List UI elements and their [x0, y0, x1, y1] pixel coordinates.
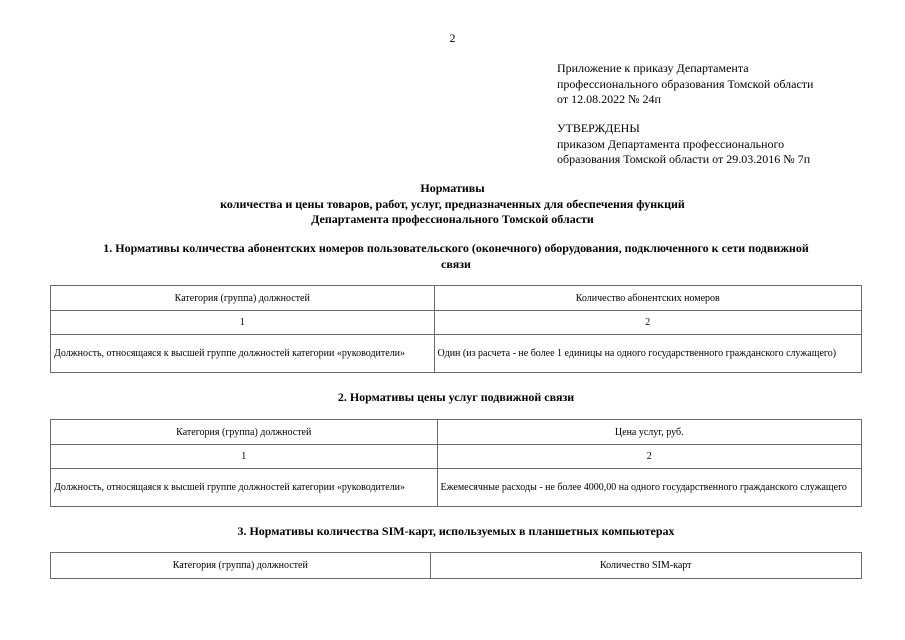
appendix-line: от 12.08.2022 № 24п [557, 92, 661, 106]
table-cell: Один (из расчета - не более 1 единицы на одного государственного гражданского служащего) [434, 335, 861, 373]
section-3-table [50, 552, 862, 579]
section-1-table [50, 285, 862, 373]
document-title [0, 181, 905, 228]
table-header-cell: Количество SIM-карт [430, 553, 861, 579]
table-header-cell: Категория (группа) должностей [51, 286, 435, 311]
title-line: количества и цены товаров, работ, услуг, предназначенных для обеспечения функций [220, 196, 685, 211]
table-cell: Ежемесячные расходы - не более 4000,00 на одного государственного гражданского служащего [437, 469, 861, 507]
table-header-cell: Категория (группа) должностей [51, 420, 438, 445]
appendix-line: Приложение к приказу Департамента [557, 61, 749, 75]
appendix-line: профессионального образования Томской области [557, 76, 814, 91]
table-header-cell: Категория (группа) должностей [51, 553, 431, 579]
approval-line: образования Томской области от 29.03.2016 № 7п [557, 152, 811, 166]
approval-line: УТВЕРЖДЕНЫ [557, 121, 640, 135]
table-column-number: 1 [51, 445, 438, 469]
approval-note [557, 121, 810, 168]
table-column-number: 2 [437, 445, 861, 469]
table-column-number: 1 [51, 311, 435, 335]
title-line: Департамента профессионального Томской области [311, 212, 594, 226]
table-cell: Должность, относящаяся к высшей группе должностей категории «руководители» [51, 469, 438, 507]
appendix-note [557, 61, 813, 108]
table-header-cell: Цена услуг, руб. [437, 420, 861, 445]
section-2-heading: 2. Нормативы цены услуг подвижной связи [337, 390, 575, 404]
page-number: 2 [449, 31, 456, 45]
section-heading-line: связи [441, 256, 471, 271]
table-column-number: 2 [434, 311, 861, 335]
title-line: Нормативы [420, 181, 485, 195]
table-cell: Должность, относящаяся к высшей группе должностей категории «руководители» [51, 335, 435, 373]
section-heading-line: 1. Нормативы количества абонентских номеров пользовательского (оконечного) оборудования, подключенного к сети подвижной [103, 241, 809, 255]
section-1-heading [50, 241, 862, 272]
section-3-heading: 3. Нормативы количества SIM-карт, используемых в планшетных компьютерах [237, 524, 675, 538]
table-header-cell: Количество абонентских номеров [434, 286, 861, 311]
approval-line: приказом Департамента профессионального [557, 136, 785, 151]
section-2-table [50, 419, 862, 507]
